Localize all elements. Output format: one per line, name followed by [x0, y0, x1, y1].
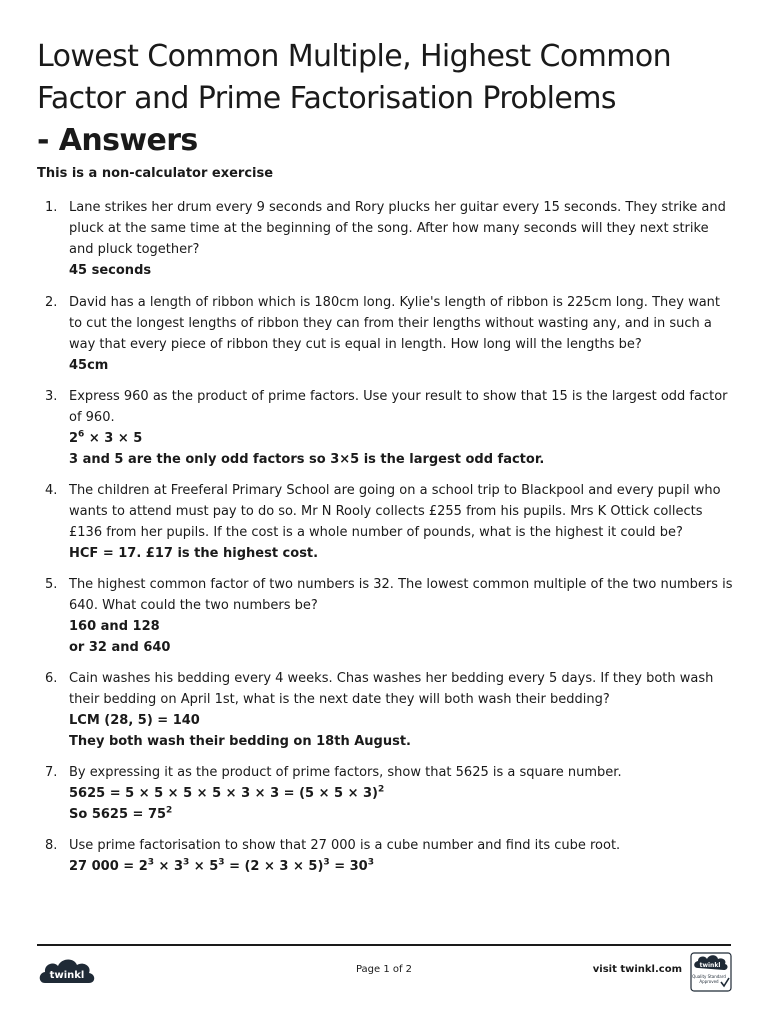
logo-text: twinkl [49, 970, 85, 981]
answer-line: $2^6 \times 3 \times 5$ [69, 429, 143, 446]
badge-logo-text: twinkl [699, 962, 721, 969]
answer-line: 45cm [69, 358, 109, 373]
answer-line: or 32 and 640 [69, 640, 171, 655]
title-line-2: Factor and Prime Factorisation Problems [37, 81, 616, 116]
answer-line: 45 seconds [69, 263, 152, 278]
question-number: 3. [45, 389, 58, 404]
question-text: By expressing it as the product of prime factors, show that 5625 is a square number. [69, 765, 622, 780]
question-number: 8. [45, 838, 58, 853]
question-number: 2. [45, 295, 58, 310]
badge-text-1: Quality Standard [692, 974, 726, 979]
answer-line: 3 and 5 are the only odd factors so 3×5 is the largest odd factor. [69, 452, 545, 467]
visit-link[interactable]: visit twinkl.com [592, 964, 682, 975]
badge-text-2: Approved [699, 979, 719, 984]
answer-line: They both wash their bedding on 18th August. [69, 734, 411, 749]
answer-line: LCM (28, 5) = 140 [69, 713, 200, 728]
question-item-2 [37, 292, 735, 376]
question-text: Lane strikes her drum every 9 seconds and Rory plucks her guitar every 15 seconds. They strike and pluck at the same time at the beginning of the song. After how many seconds will they next strike and pluck together? [69, 200, 726, 257]
intro-text: This is a non-calculator exercise [37, 166, 274, 181]
question-text: David has a length of ribbon which is 180cm long. Kylie's length of ribbon is 225cm long. They want to cut the longest lengths of ribbon they can from their lengths without wasting any, and in such a way that every piece of ribbon they cut is equal in length. How long will the lengths be? [69, 295, 721, 352]
question-text: The highest common factor of two numbers is 32. The lowest common multiple of the two numbers is 640. What could the two numbers be? [69, 577, 733, 613]
page-title [37, 36, 737, 162]
title-line-3: - Answers [37, 123, 198, 158]
quality-badge-icon [690, 952, 732, 992]
question-item-3 [37, 386, 735, 470]
question-text: Use prime factorisation to show that 27 000 is a cube number and find its cube root. [69, 838, 621, 853]
question-text: The children at Freeferal Primary School are going on a school trip to Blackpool and every pupil who wants to attend must pay to do so. Mr N Rooly collects £255 from his pupils. Mrs K Ottick collects £136 from her pupils. If the cost is a whole number of pounds, what is the highest it could be? [69, 483, 721, 540]
title-line-1: Lowest Common Multiple, Highest Common [37, 39, 672, 74]
question-item-5 [37, 574, 735, 658]
question-item-1 [37, 197, 735, 281]
page-number: Page 1 of 2 [355, 964, 413, 975]
answer-line: 160 and 128 [69, 619, 160, 634]
question-item-6 [37, 668, 735, 752]
question-number: 6. [45, 671, 58, 686]
question-text: Express 960 as the product of prime factors. Use your result to show that 15 is the largest odd factor of 960. [69, 389, 728, 425]
answer-line: 27 $000 = 2^3 \times 3^3 \times 5^3 = (2 \times 3 \times 5)^3 = 30^3$ [69, 857, 374, 874]
answer-line: HCF = 17. £17 is the highest cost. [69, 546, 319, 561]
question-number: 1. [45, 200, 58, 215]
answer-line: So $5625 = 75^2$ [69, 805, 173, 822]
question-list [37, 197, 735, 877]
answer-line: $5625 = 5 \times 5 \times 5 \times 5 \times 3 \times 3 = (5 \times 5 \times 3)^2$ [69, 784, 385, 801]
question-item-8 [37, 835, 735, 877]
footer-divider [37, 944, 731, 946]
question-number: 4. [45, 483, 58, 498]
question-item-7 [37, 762, 735, 825]
question-item-4 [37, 480, 735, 564]
question-number: 5. [45, 577, 58, 592]
question-number: 7. [45, 765, 58, 780]
question-text: Cain washes his bedding every 4 weeks. Chas washes her bedding every 5 days. If they both wash their bedding on April 1st, what is the next date they will both wash their bedding? [69, 671, 714, 707]
